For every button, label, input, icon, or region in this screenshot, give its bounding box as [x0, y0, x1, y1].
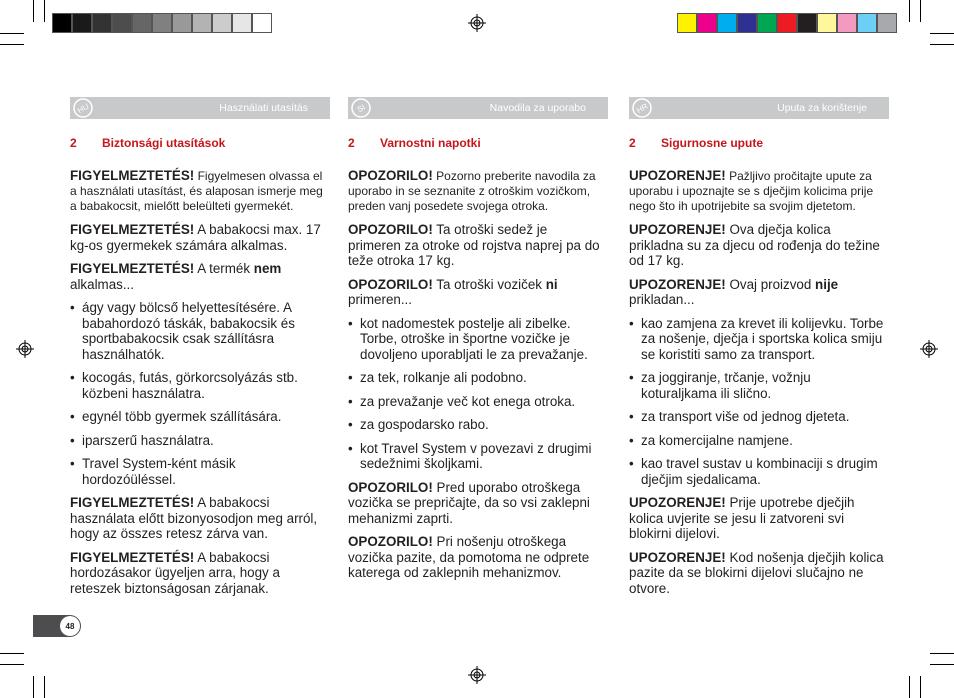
warning-paragraph [629, 168, 884, 214]
warning-paragraph [348, 222, 603, 269]
warning-word: UPOZORENJE! [629, 495, 726, 510]
list-item: • za komercijalne namjene. [629, 433, 884, 449]
language-badge-icon [350, 97, 372, 119]
crop-mark-bl-v [44, 676, 45, 698]
list-item: • kao travel sustav u kombinaciji s drugim dječjim sjedalicama. [629, 456, 884, 487]
warning-word: OPOZORILO! [348, 479, 433, 495]
warning-word: UPOZORENJE! [629, 168, 726, 183]
list-item: • kocogás, futás, görkorcsolyázás stb. közbeni használatra. [70, 370, 325, 401]
column-header [348, 97, 608, 119]
column-hu [70, 97, 330, 604]
registration-mark-left-icon [16, 340, 34, 358]
bullet-list [348, 316, 603, 472]
warning-paragraph [70, 168, 325, 214]
crop-mark-tr-h [930, 33, 954, 34]
column-hr [629, 97, 889, 604]
process-color-bar [677, 13, 897, 33]
warning-text: A babakocsi max. 17 kg-os gyermekek számára alkalmas. [70, 222, 321, 253]
color-swatch [877, 13, 897, 33]
header-title: Navodila za uporabo [489, 102, 586, 114]
warning-word: OPOZORILO! [348, 222, 433, 237]
color-swatch [212, 13, 232, 33]
warning-word: FIGYELMEZTETÉS! [70, 495, 195, 510]
warning-text: Prije upotrebe dječjih kolica uvjerite se jesu li zatvoreni svi blokirni dijelovi. [629, 495, 855, 541]
warning-word: UPOZORENJE! [629, 549, 726, 565]
color-swatch [677, 13, 697, 33]
warning-paragraph [70, 495, 325, 542]
crop-mark-bl-h [0, 664, 24, 665]
warning-paragraph [629, 495, 884, 542]
registration-mark-bottom-icon [468, 666, 486, 684]
color-swatch [837, 13, 857, 33]
color-swatch [797, 13, 817, 33]
color-swatch [737, 13, 757, 33]
color-swatch [172, 13, 192, 33]
crop-mark-tr-v [909, 0, 910, 22]
warning-text-end: alkalmas... [70, 276, 134, 292]
header-title: Uputa za korištenje [777, 102, 867, 114]
color-swatch [132, 13, 152, 33]
grayscale-color-bar [52, 13, 272, 33]
color-swatch [817, 13, 837, 33]
section-number: 2 [348, 136, 355, 150]
column-header [629, 97, 889, 119]
warning-text: Pozorno preberite navodila za uporabo in se seznanite z otroškim vozičkom, preden vanj posedete svojega otroka. [348, 169, 596, 213]
color-swatch [52, 13, 72, 33]
crop-mark-tl-h2 [0, 44, 24, 45]
color-swatch [152, 13, 172, 33]
warning-paragraph [70, 261, 325, 292]
list-item: • iparszerű használatra. [70, 433, 325, 449]
section-number: 2 [70, 136, 77, 150]
section-heading [70, 136, 330, 150]
warning-text: A babakocsi használata előtt bizonyosodjon meg arról, hogy az összes retesz zárva van. [70, 495, 318, 541]
color-swatch [112, 13, 132, 33]
list-item: • egynél több gyermek szállítására. [70, 409, 325, 425]
warning-word: OPOZORILO! [348, 276, 433, 292]
crop-mark-br-v2 [920, 676, 921, 698]
crop-mark-bl-v2 [33, 676, 34, 698]
column-header [70, 97, 330, 119]
list-item: • kot nadomestek postelje ali zibelke. Torbe, otroške in športne vozičke je dovoljeno uporabljati le za prevažanje. [348, 316, 603, 363]
warning-paragraph [348, 480, 603, 527]
section-heading [348, 136, 608, 150]
warning-word: FIGYELMEZTETÉS! [70, 261, 195, 276]
warning-text: Pažljivo pročitajte upute za uporabu i upoznajte se s dječjim kolicima prije nego što ih upotrijebite sa svojim djetetom. [629, 169, 874, 213]
column-si [348, 97, 608, 589]
warning-text: Figyelmesen olvassa el a használati utasítást, és alaposan ismerje meg a babakocsit, mielőtt beleülteti gyermekét. [70, 169, 323, 213]
color-swatch [777, 13, 797, 33]
language-badge-icon [631, 97, 653, 119]
emphasis-word: nije [815, 276, 839, 292]
warning-text: Ta otroški voziček [432, 276, 546, 292]
warning-text: A termék [194, 261, 254, 276]
warning-paragraph [70, 550, 325, 597]
warning-text: Pred uporabo otroškega vozička se prepričajte, da so vsi zaklepni mehanizmi zaprti. [348, 479, 590, 526]
warning-text-end: prikladan... [629, 292, 695, 307]
list-item: • za prevažanje več kot enega otroka. [348, 394, 603, 410]
warning-paragraph [629, 277, 884, 308]
language-code: HR [634, 101, 650, 116]
registration-mark-right-icon [920, 340, 938, 358]
warning-paragraph [629, 222, 884, 269]
language-code: HU [75, 101, 91, 116]
list-item: • za joggiranje, trčanje, vožnju koturaljkama ili slično. [629, 370, 884, 401]
warning-text-end: primeren... [348, 292, 412, 307]
section-heading [629, 136, 889, 150]
body-text [629, 168, 884, 596]
crop-mark-tl-h [0, 33, 24, 34]
crop-mark-tr-v2 [920, 0, 921, 22]
warning-paragraph [629, 550, 884, 597]
warning-word: FIGYELMEZTETÉS! [70, 168, 195, 183]
bullet-list [629, 316, 884, 488]
list-item: • kot Travel System v povezavi z drugimi sedežnimi školjkami. [348, 441, 603, 472]
color-swatch [757, 13, 777, 33]
page-number: 48 [60, 616, 80, 636]
list-item: • Travel System-ként másik hordozóüléssel. [70, 456, 325, 487]
warning-word: UPOZORENJE! [629, 222, 726, 237]
list-item: • za tek, rolkanje ali podobno. [348, 370, 603, 386]
warning-paragraph [348, 277, 603, 308]
color-swatch [92, 13, 112, 33]
crop-mark-br-v [909, 676, 910, 698]
bullet-list [70, 300, 325, 487]
section-title: Sigurnosne upute [661, 136, 763, 150]
body-text [348, 168, 603, 581]
crop-mark-tl-v [44, 0, 45, 22]
warning-word: OPOZORILO! [348, 168, 433, 183]
warning-paragraph [348, 168, 603, 214]
warning-word: OPOZORILO! [348, 534, 433, 549]
warning-word: UPOZORENJE! [629, 276, 726, 292]
warning-text: Pri nošenju otroškega vozička pazite, da pomotoma ne odprete katerega od zaklepnih mehanizmov. [348, 534, 590, 580]
body-text [70, 168, 325, 596]
language-code: SI [355, 102, 367, 115]
color-swatch [697, 13, 717, 33]
warning-paragraph [70, 222, 325, 253]
color-swatch [252, 13, 272, 33]
warning-word: FIGYELMEZTETÉS! [70, 549, 195, 565]
registration-mark-top-icon [468, 14, 486, 32]
list-item: • kao zamjena za krevet ili kolijevku. Torbe za nošenje, dječja i sportska kolica smiju se koristiti samo za transport. [629, 316, 884, 363]
warning-text: Ova dječja kolica prikladna su za djecu od rođenja do težine od 17 kg. [629, 222, 880, 268]
language-badge-icon [72, 97, 94, 119]
crop-mark-br-h2 [930, 653, 954, 654]
crop-mark-tr-h2 [930, 44, 954, 45]
section-number: 2 [629, 136, 636, 150]
warning-word: FIGYELMEZTETÉS! [70, 222, 195, 237]
warning-text: Ta otroški sedež je primeren za otroke od rojstva naprej pa do teže otroka 17 kg. [348, 222, 600, 268]
color-swatch [192, 13, 212, 33]
color-swatch [857, 13, 877, 33]
list-item: • za gospodarsko rabo. [348, 417, 603, 433]
list-item: • za transport više od jednog djeteta. [629, 409, 884, 425]
crop-mark-br-h [930, 664, 954, 665]
emphasis-word: nem [253, 261, 282, 276]
section-title: Biztonsági utasítások [102, 136, 226, 150]
list-item: • ágy vagy bölcső helyettesítésére. A babahordozó táskák, babakocsik és sportbabakocsik csak szállításra használhatók. [70, 300, 325, 362]
crop-mark-tl-v2 [33, 0, 34, 22]
warning-text: A babakocsi hordozásakor ügyeljen arra, hogy a reteszek biztonságosan zárjanak. [70, 549, 280, 596]
section-title: Varnostni napotki [380, 136, 481, 150]
header-title: Használati utasítás [219, 102, 308, 114]
warning-paragraph [348, 534, 603, 581]
crop-mark-bl-h2 [0, 653, 24, 654]
color-swatch [232, 13, 252, 33]
warning-text: Ovaj proizvod [725, 276, 816, 292]
color-swatch [72, 13, 92, 33]
color-swatch [717, 13, 737, 33]
emphasis-word: ni [545, 276, 558, 292]
page-number-tab [33, 615, 81, 637]
warning-text: Kod nošenja dječjih kolica pazite da se blokirni dijelovi slučajno ne otvore. [629, 549, 884, 596]
